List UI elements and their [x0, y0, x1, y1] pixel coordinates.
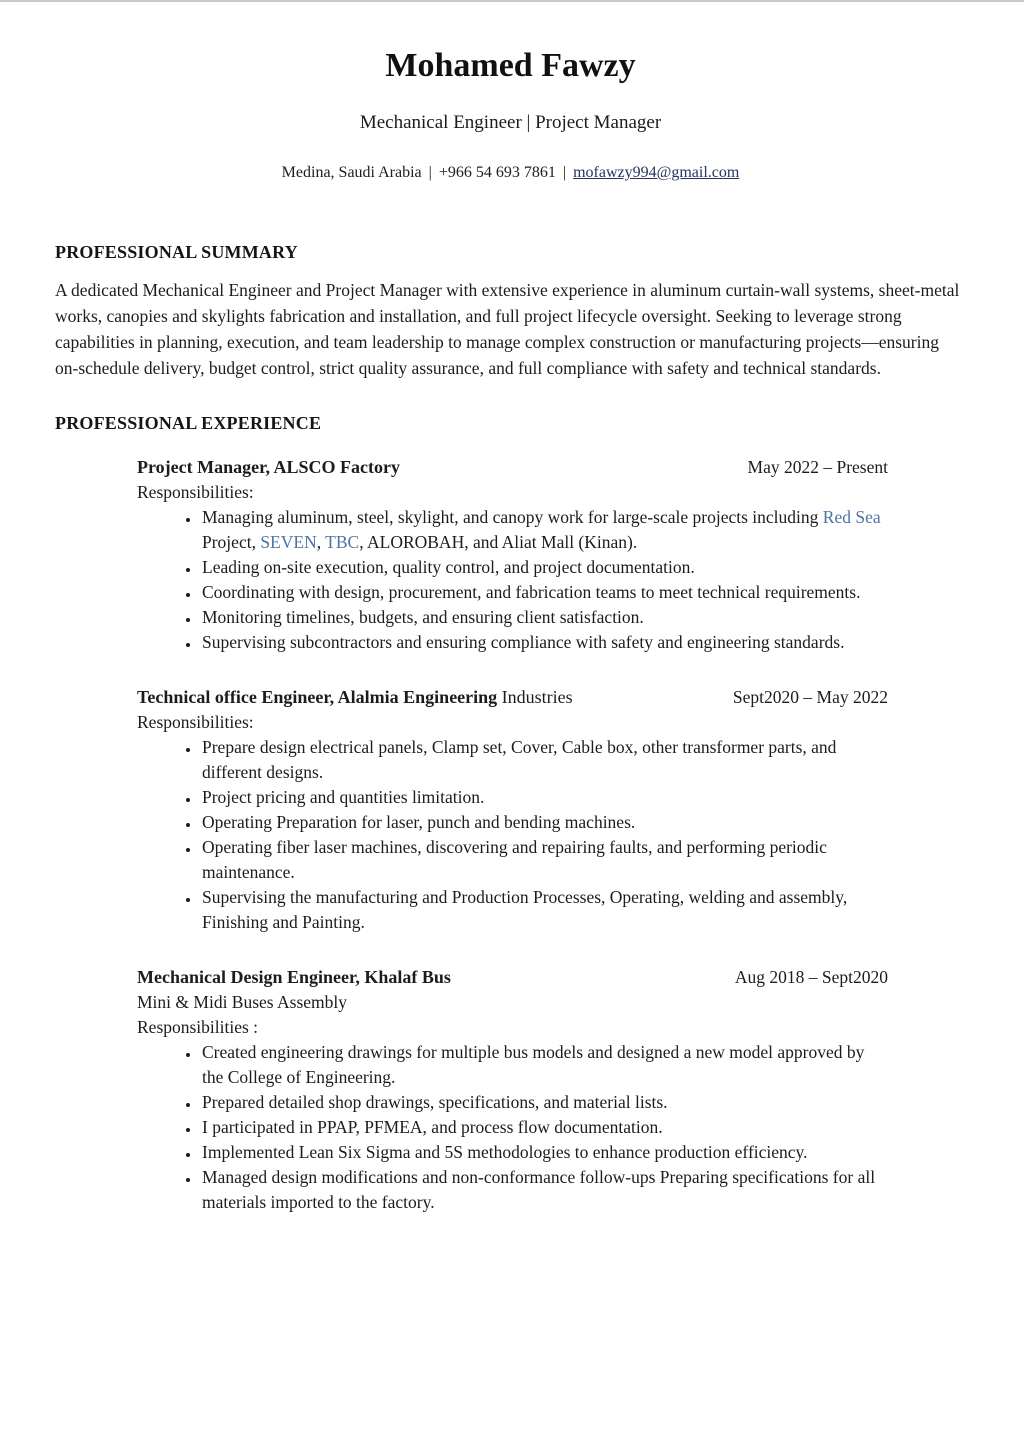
job-title-bold: Technical office Engineer, Alalmia Engineering [137, 687, 498, 707]
job-dates: May 2022 – Present [747, 457, 888, 477]
bullet-text: Managing aluminum, steel, skylight, and canopy work for large-scale projects including [202, 507, 823, 527]
job-title [137, 685, 573, 710]
job-dates: Sept2020 – May 2022 [732, 687, 888, 707]
job-entry-alalmia [137, 685, 888, 935]
bullet-item [200, 735, 888, 785]
job-head [137, 455, 888, 480]
experience-section [55, 411, 966, 1215]
bullet-text: Operating Preparation for laser, punch and bending machines. [202, 812, 636, 832]
bullet-text: Created engineering drawings for multiple bus models and designed a new model approved by the College of Engineering. [202, 1042, 865, 1087]
bullet-item [200, 785, 888, 810]
job-title-bold: Mechanical Design Engineer, Khalaf Bus [137, 967, 451, 987]
job-title-rest: Industries [497, 687, 573, 707]
bullet-text: Project pricing and quantities limitation. [202, 787, 485, 807]
project-name-highlight: TBC [325, 532, 360, 552]
bullet-item [200, 1090, 888, 1115]
responsibilities-label: Responsibilities : [137, 1017, 259, 1037]
job-title [137, 455, 400, 480]
experience-heading: PROFESSIONAL EXPERIENCE [55, 413, 322, 433]
bullet-list [137, 735, 888, 935]
candidate-role: Mechanical Engineer | Project Manager [359, 112, 662, 133]
bullet-item [200, 1140, 888, 1165]
bullet-text: , ALOROBAH, and Aliat Mall (Kinan). [359, 532, 638, 552]
bullet-text: I participated in PPAP, PFMEA, and process flow documentation. [202, 1117, 663, 1137]
bullet-text: Prepared detailed shop drawings, specifications, and material lists. [202, 1092, 668, 1112]
job-title [137, 965, 451, 990]
job-entry-alsco [137, 455, 888, 655]
bullet-text: , [316, 532, 326, 552]
summary-text: A dedicated Mechanical Engineer and Project Manager with extensive experience in aluminum curtain-wall systems, sheet-metal works, canopies and skylights fabrication and installation, and full project lifecycle oversight. Seeking to leverage strong capabilities in planning, execution, and team leadership to manage complex construction or manufacturing projects—ensuring on-schedule delivery, budget control, strict quality assurance, and full compliance with safety and technical standards. [55, 280, 960, 378]
job-subtitle: Mini & Midi Buses Assembly [137, 992, 348, 1012]
contact-phone: +966 54 693 7861 [438, 164, 556, 181]
job-dates: Aug 2018 – Sept2020 [734, 967, 888, 987]
job-entry-khalaf-bus [137, 965, 888, 1215]
bullet-item [200, 555, 888, 580]
bullet-item [200, 630, 888, 655]
bullet-text: Managed design modifications and non-conformance follow-ups Preparing specifications for all materials imported to the factory. [202, 1167, 876, 1212]
bullet-text: Monitoring timelines, budgets, and ensuring client satisfaction. [202, 607, 644, 627]
bullet-item [200, 1040, 888, 1090]
bullet-item [200, 580, 888, 605]
job-list [137, 455, 888, 1215]
bullet-item [200, 1165, 888, 1215]
contact-separator: | [428, 164, 432, 181]
summary-section [55, 240, 966, 381]
bullet-list [137, 1040, 888, 1215]
responsibilities-label: Responsibilities: [137, 482, 254, 502]
job-head [137, 685, 888, 710]
bullet-text: Supervising the manufacturing and Production Processes, Operating, welding and assembly, Finishing and Painting. [202, 887, 848, 932]
bullet-item [200, 605, 888, 630]
bullet-item [200, 810, 888, 835]
bullet-text: Project, [202, 532, 261, 552]
email-link[interactable]: mofawzy994@gmail.com [573, 164, 740, 181]
contact-line [55, 162, 966, 184]
bullet-text: Supervising subcontractors and ensuring compliance with safety and engineering standards. [202, 632, 845, 652]
job-head [137, 965, 888, 990]
summary-heading: PROFESSIONAL SUMMARY [55, 242, 298, 262]
candidate-name: Mohamed Fawzy [385, 47, 636, 84]
project-name-highlight: SEVEN [260, 532, 317, 552]
bullet-list [137, 505, 888, 655]
bullet-text: Coordinating with design, procurement, and fabrication teams to meet technical requirements. [202, 582, 861, 602]
bullet-text: Leading on-site execution, quality control, and project documentation. [202, 557, 695, 577]
contact-location: Medina, Saudi Arabia [281, 164, 422, 181]
responsibilities-label: Responsibilities: [137, 712, 254, 732]
bullet-item [200, 505, 888, 555]
resume-header [55, 46, 966, 184]
bullet-text: Prepare design electrical panels, Clamp set, Cover, Cable box, other transformer parts, and different designs. [202, 737, 837, 782]
contact-separator: | [562, 164, 567, 181]
bullet-text: Operating fiber laser machines, discovering and repairing faults, and performing periodic maintenance. [202, 837, 827, 882]
bullet-text: Implemented Lean Six Sigma and 5S methodologies to enhance production efficiency. [202, 1142, 808, 1162]
project-name-highlight: Red Sea [822, 507, 881, 527]
job-title-bold: Project Manager, ALSCO Factory [137, 457, 400, 477]
bullet-item [200, 835, 888, 885]
bullet-item [200, 885, 888, 935]
bullet-item [200, 1115, 888, 1140]
